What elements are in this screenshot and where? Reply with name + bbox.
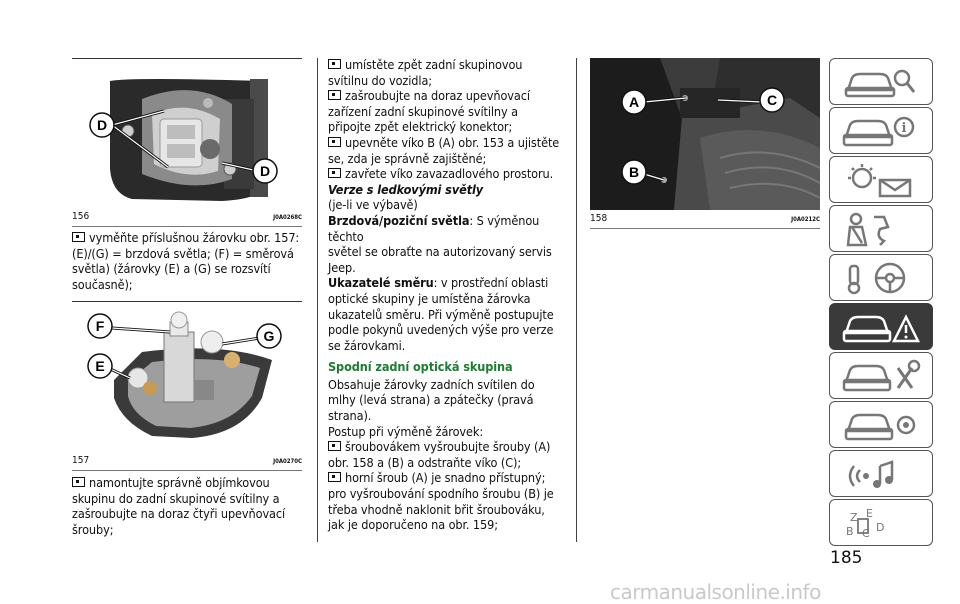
sidebar-item-maintenance[interactable]	[829, 352, 933, 399]
caption-rule	[72, 226, 302, 227]
led-heading: Verze s ledkovými světly	[328, 181, 484, 197]
column-separator	[317, 58, 318, 542]
figure-code: J0A0270C	[273, 458, 302, 465]
figure-157-image	[72, 302, 302, 452]
caption-rule	[590, 228, 820, 229]
svg-text:D: D	[96, 117, 108, 133]
svg-text:D: D	[876, 521, 885, 534]
svg-text:B: B	[628, 164, 640, 180]
bullet-icon	[328, 137, 341, 147]
figure-number: 156	[72, 211, 90, 222]
svg-text:Z: Z	[850, 511, 858, 524]
page-number: 185	[830, 548, 863, 568]
index-icon	[840, 505, 924, 541]
caption-rule	[72, 470, 302, 471]
sidebar-item-car-info[interactable]	[829, 107, 933, 154]
bullet-icon	[328, 90, 341, 100]
svg-text:A: A	[628, 94, 640, 110]
procedure-label: Postup při výměně žárovek:	[328, 423, 484, 439]
dashboard-lights-icon	[840, 162, 924, 198]
bullet-icon	[72, 477, 85, 487]
maintenance-icon	[840, 358, 924, 394]
svg-text:E: E	[95, 358, 105, 374]
watermark: carmanualsonline.info	[610, 580, 821, 604]
figure-code: J0A0268C	[273, 214, 302, 221]
figure-157-caption	[72, 454, 302, 468]
callout-b	[622, 160, 646, 184]
svg-text:C: C	[766, 92, 778, 108]
col1-para2: namontujte správně objímkovou skupinu do zadní skupinové svítilny a zašroubujte na doraz čtyři upevňovací šrouby;	[72, 475, 286, 537]
sidebar-item-car-search[interactable]	[829, 58, 933, 105]
technical-data-icon	[840, 407, 924, 443]
brake-label: Brzdová/poziční světla	[328, 212, 470, 228]
col1-para1: vyměňte příslušnou žárovku obr. 157: (E)/(G) = brzdová světla; (F) = směrová světla) (žárovky (E) a (G) se rozsvítí současně);	[72, 230, 300, 292]
emergency-icon	[840, 309, 924, 345]
callout-e	[88, 354, 112, 378]
callout-c	[760, 88, 784, 112]
figure-158-image	[590, 58, 820, 210]
car-info-icon	[840, 113, 924, 149]
callout-g	[257, 324, 281, 348]
sidebar-item-index[interactable]	[829, 499, 933, 546]
sidebar-item-technical-data[interactable]	[829, 401, 933, 448]
starting-driving-icon	[840, 260, 924, 296]
svg-text:C: C	[862, 527, 870, 540]
car-search-icon	[840, 64, 924, 100]
turn-label: Ukazatelé směru	[328, 275, 434, 291]
bullet-icon	[328, 472, 341, 482]
section-heading: Spodní zadní optická skupina	[328, 359, 513, 375]
sidebar-item-emergency[interactable]	[829, 303, 933, 350]
svg-text:i: i	[901, 121, 907, 136]
sidebar-item-multimedia[interactable]	[829, 450, 933, 497]
bullet-icon	[328, 168, 341, 178]
led-subheading: (je-li ve výbavě)	[328, 197, 418, 213]
svg-text:G: G	[263, 328, 275, 344]
figure-number: 157	[72, 455, 90, 466]
sidebar-item-safety[interactable]	[829, 205, 933, 252]
callout-d-left	[90, 113, 114, 137]
bullet-icon	[72, 232, 85, 242]
svg-text:D: D	[259, 163, 271, 179]
callout-a	[622, 90, 646, 114]
figure-code: J0A0212C	[791, 216, 820, 223]
svg-text:E: E	[866, 507, 873, 520]
bullet-icon	[328, 59, 341, 69]
figure-156-caption	[72, 210, 302, 224]
column-separator	[576, 58, 577, 542]
bullet-icon	[328, 441, 341, 451]
figure-156-image	[72, 59, 302, 207]
multimedia-icon	[840, 456, 924, 492]
callout-f	[88, 314, 112, 338]
svg-text:B: B	[846, 525, 854, 538]
safety-icon	[840, 211, 924, 247]
figure-number: 158	[590, 213, 608, 224]
col2-text: umístěte zpět zadní skupinovou svítilnu do vozidla; zašroubujte na doraz upevňovací zařízení zadní skupinové svítilny a připojte zpět elektrický konektor; upevněte víko B (A) obr. 153 a ujistěte se, zda je správně zajištěné; zavřete víko zavazadlového prostoru. Verze s ledkovými světly (je-li ve výbavě) Brzdová/poziční světla: S výměnou těchto světel se obraťte na autorizovaný servis Jeep. Ukazatelé směru: v prostřední oblasti optické skupiny je umístěna žárovka ukazatelů směru. Při výměně postupujte podle pokynů uvedených výše pro verze se žárovkami. Spodní zadní optická skupina Obsahuje žárovky zadních svítilen do mlhy (levá strana) a zpátečky (pravá strana). Postup při výměně žárovek: šroubovákem vyšroubujte šrouby (A) obr. 158 a (B) a odstraňte víko (C); horní šroub (A) je snadno přístupný; pro vyšroubování spodního šroubu (B) je třeba vhodně naklonit břit šroubováku, jak je doporučeno na obr. 159;	[328, 57, 576, 533]
svg-text:F: F	[95, 318, 105, 334]
callout-d-right	[253, 159, 277, 183]
sidebar-item-starting-driving[interactable]	[829, 254, 933, 301]
sidebar-item-dashboard-lights[interactable]	[829, 156, 933, 203]
figure-158-caption	[590, 212, 820, 226]
